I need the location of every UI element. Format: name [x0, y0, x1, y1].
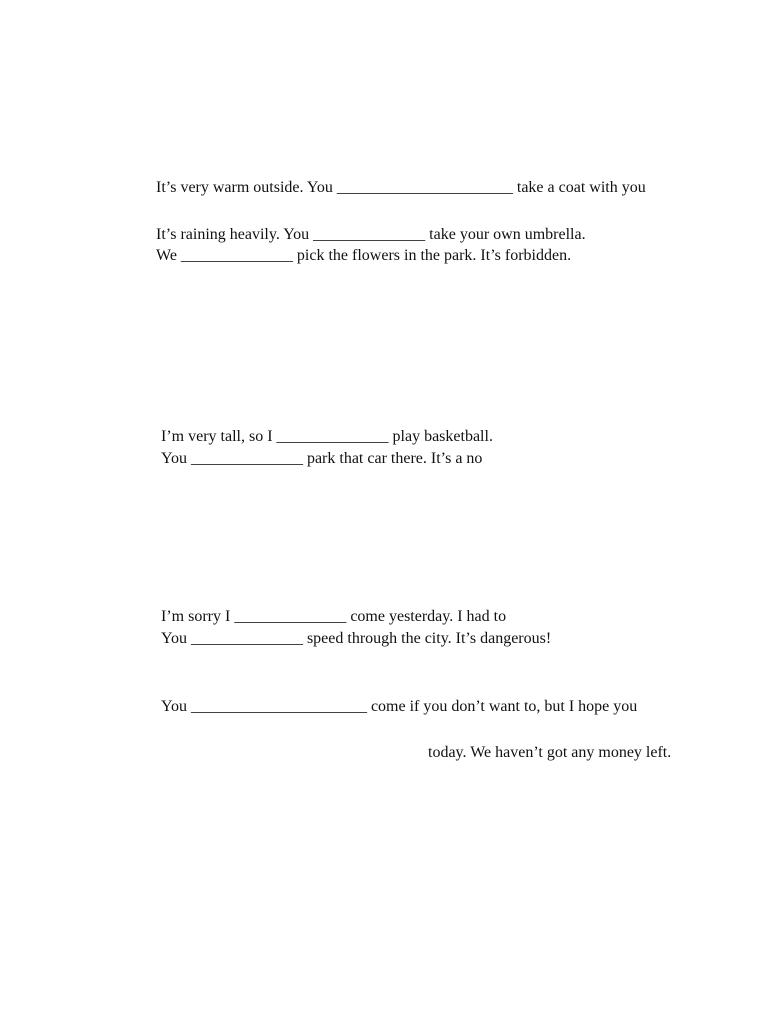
sentence-very-tall: I’m very tall, so I ______________ play basketball. — [161, 428, 493, 445]
sentence-pick-flowers: We ______________ pick the flowers in the park. It’s forbidden. — [156, 247, 572, 264]
sentence-warm-outside: It’s very warm outside. You ______________________ take a coat with you — [156, 179, 646, 196]
sentence-raining-heavily: It’s raining heavily. You ______________ take your own umbrella. — [156, 226, 586, 243]
sentence-no-money-left: today. We haven’t got any money left. — [428, 744, 672, 761]
sentence-speed-city: You ______________ speed through the city. It’s dangerous! — [161, 630, 552, 647]
sentence-sorry-come-yesterday: I’m sorry I ______________ come yesterday. I had to — [161, 608, 507, 625]
sentence-park-car: You ______________ park that car there. It’s a no — [161, 450, 483, 467]
sentence-come-if-want: You ______________________ come if you don’t want to, but I hope you — [161, 698, 638, 715]
